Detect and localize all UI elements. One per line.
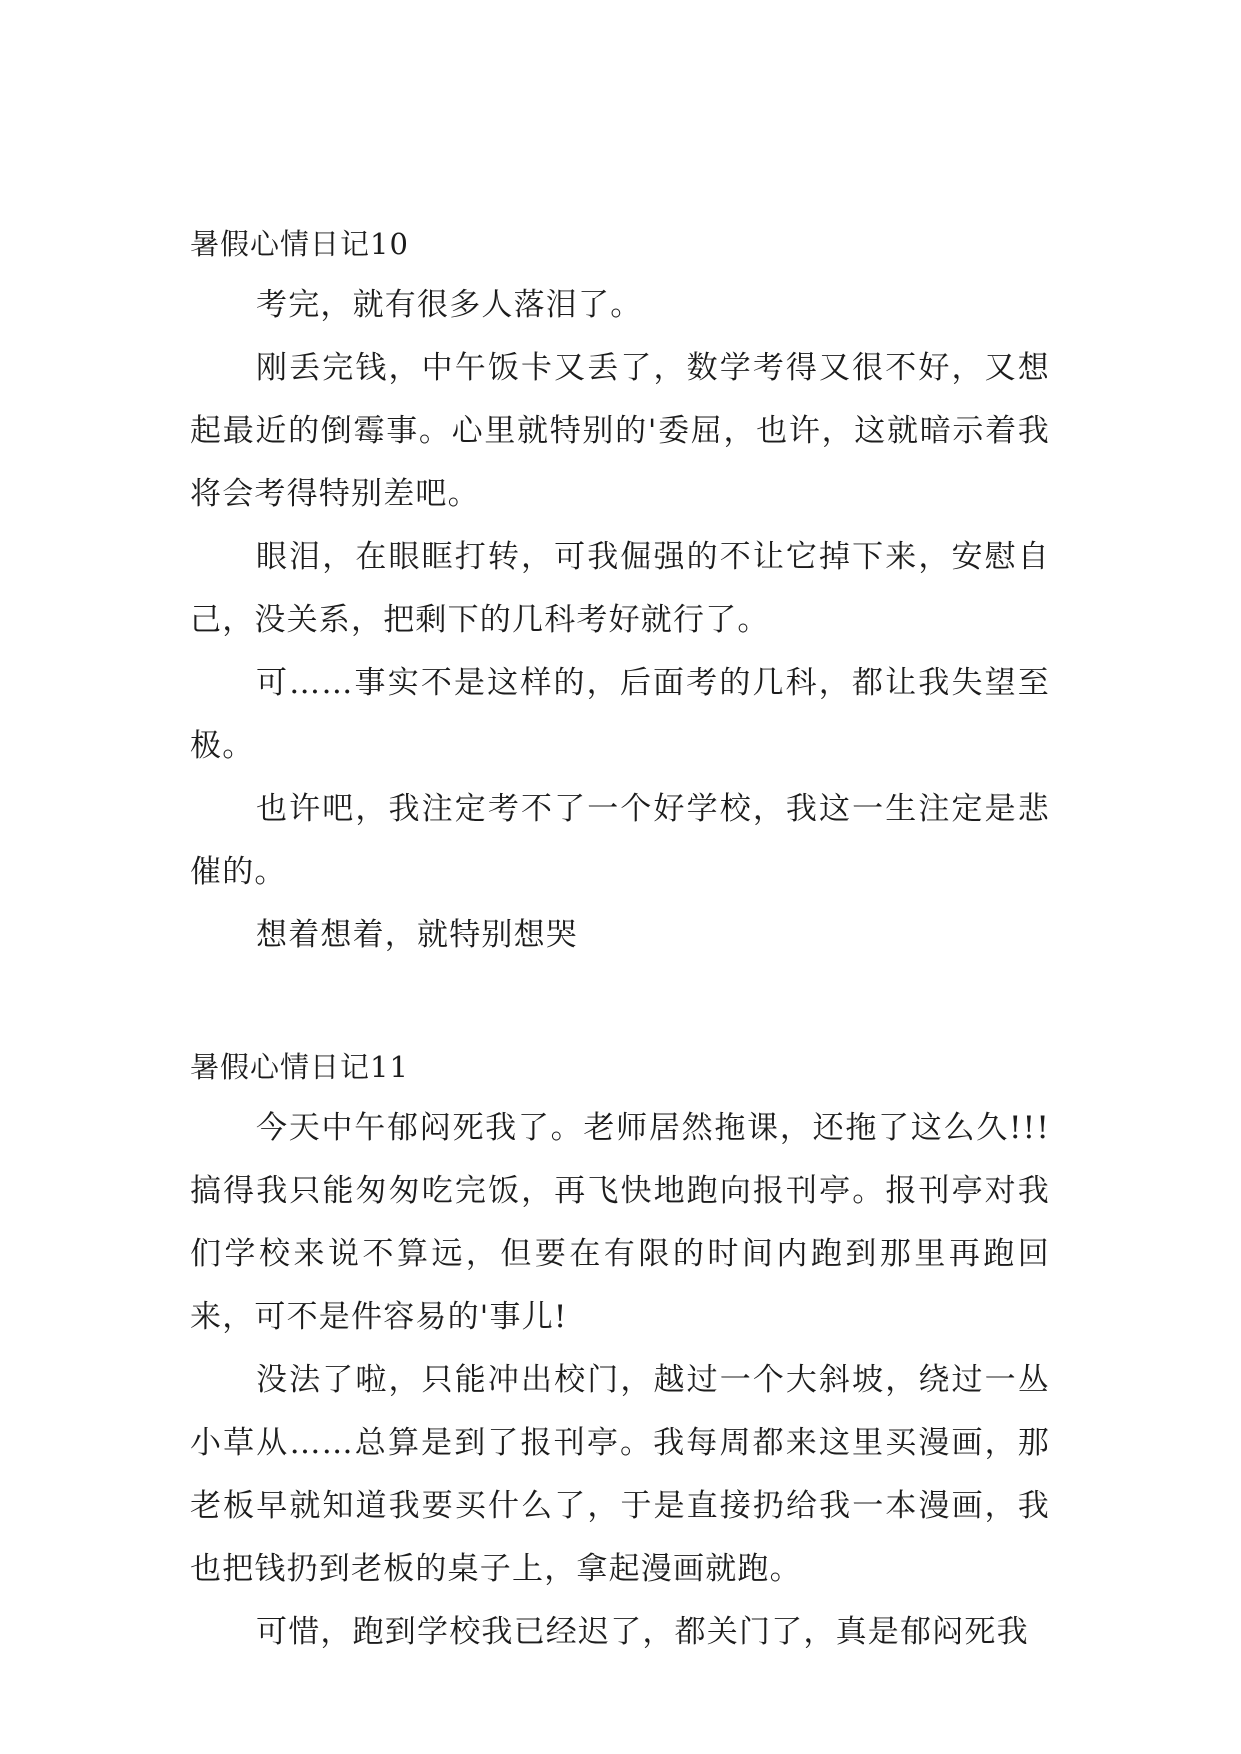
entry-title: 暑假心情日记10 — [190, 227, 409, 261]
document-page — [190, 214, 1050, 1664]
paragraph: 考完，就有很多人落泪了。 — [256, 287, 643, 323]
paragraph: 可……事实不是这样的，后面考的几科，都让我失望至极。 — [190, 665, 1050, 764]
paragraph: 也许吧，我注定考不了一个好学校，我这一生注定是悲催的。 — [190, 791, 1050, 890]
paragraph: 眼泪，在眼眶打转，可我倔强的不让它掉下来，安慰自己，没关系，把剩下的几科考好就行了。 — [190, 539, 1050, 638]
paragraph: 没法了啦，只能冲出校门，越过一个大斜坡，绕过一丛小草从……总算是到了报刊亭。我每周都来这里买漫画，那老板早就知道我要买什么了，于是直接扔给我一本漫画，我也把钱扔到老板的桌子上，拿起漫画就跑。 — [190, 1362, 1050, 1587]
diary-entry-10 — [190, 214, 1050, 967]
paragraph: 想着想着，就特别想哭 — [256, 917, 578, 953]
paragraph: 刚丢完钱，中午饭卡又丢了，数学考得又很不好，又想起最近的倒霉事。心里就特别的'委屈，也许，这就暗示着我将会考得特别差吧。 — [190, 350, 1050, 512]
paragraph: 可惜，跑到学校我已经迟了，都关门了，真是郁闷死我 — [256, 1614, 1029, 1650]
paragraph: 今天中午郁闷死我了。老师居然拖课，还拖了这么久!!! 搞得我只能匆匆吃完饭，再飞快地跑向报刊亭。报刊亭对我们学校来说不算远，但要在有限的时间内跑到那里再跑回来，可不是件容易的'事儿! — [190, 1110, 1050, 1335]
entry-separator — [190, 967, 1050, 1037]
diary-entry-11 — [190, 1037, 1050, 1664]
entry-title: 暑假心情日记11 — [190, 1050, 409, 1084]
